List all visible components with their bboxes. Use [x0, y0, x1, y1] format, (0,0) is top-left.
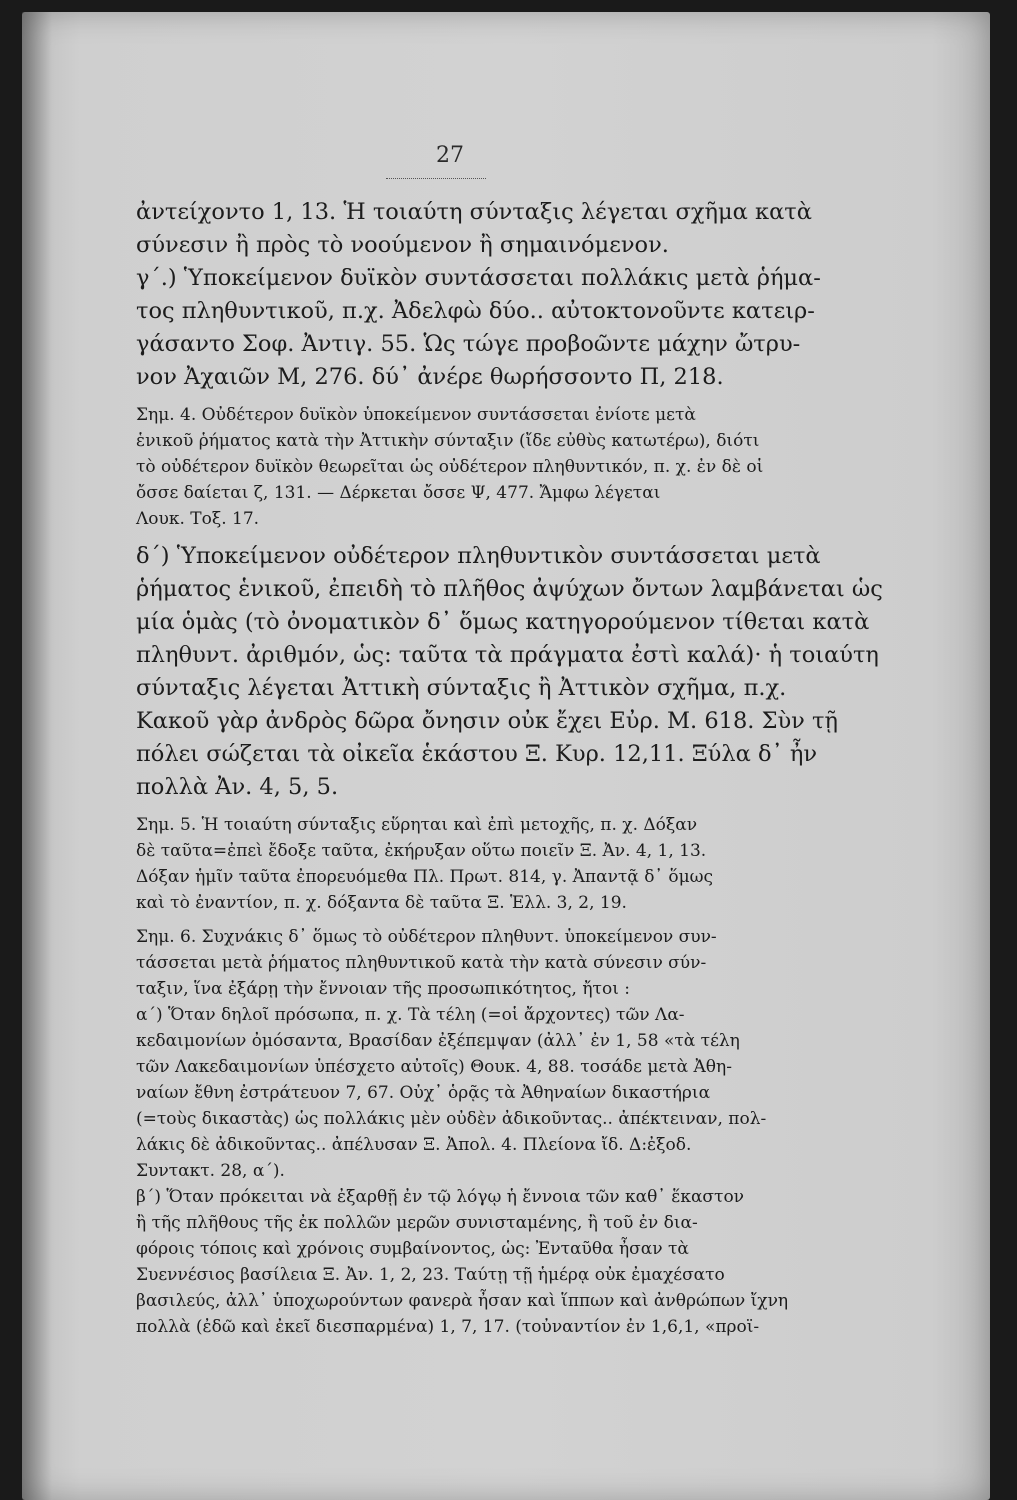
page-number-rule — [386, 178, 486, 179]
text-line: ἑνικοῦ ῥήματος κατὰ τὴν Ἀττικὴν σύνταξιν (ἴδε εὐθὺς κατωτέρω), διότι — [136, 431, 760, 451]
text-line: γ΄.) Ὑποκείμενον δυϊκὸν συντάσσεται πολλάκις μετὰ ῥήμα- — [136, 265, 821, 291]
text-line: (=τοὺς δικαστὰς) ὡς πολλάκις μὲν οὐδὲν ἀδικοῦντας.. ἀπέκτειναν, πολ- — [136, 1109, 767, 1129]
text-line: ἢ τῆς πλῆθους τῆς ἐκ πολλῶν μερῶν συνισταμένης, ἢ τοῦ ἐν δια- — [136, 1213, 698, 1233]
text-line: β΄) Ὅταν πρόκειται νὰ ἐξαρθῇ ἐν τῷ λόγῳ ἡ ἔννοια τῶν καθ᾽ ἕκαστον — [136, 1187, 745, 1207]
note-4 — [136, 402, 796, 532]
text-line: πολλὰ Ἀν. 4, 5, 5. — [136, 774, 339, 800]
paragraph-main-1 — [136, 196, 821, 394]
page-number: 27 — [436, 143, 464, 168]
text-line: τος πληθυντικοῦ, π.χ. Ἀδελφὼ δύο.. αὐτοκτονοῦντε κατειρ- — [136, 298, 815, 324]
text-line: γάσαντο Σοφ. Ἀντιγ. 55. Ὡς τώγε προβοῶντε μάχην ὤτρυ- — [136, 331, 801, 357]
text-line: λάκις δὲ ἀδικοῦντας.. ἀπέλυσαν Ξ. Ἀπολ. 4. Πλείονα ἴδ. Δ:ἐξοδ. — [136, 1135, 692, 1155]
text-line: φόροις τόποις καὶ χρόνοις συμβαίνοντος, ὡς: Ἐνταῦθα ἦσαν τὰ — [136, 1239, 689, 1259]
text-line: νον Ἀχαιῶν Μ, 276. δύ᾽ ἀνέρε θωρήσσοντο Π, 218. — [136, 364, 724, 390]
note-6 — [136, 924, 796, 1340]
text-line: καὶ τὸ ἐναντίον, π. χ. δόξαντα δὲ ταῦτα Ξ. Ἑλλ. 3, 2, 19. — [136, 893, 627, 913]
text-line: Σημ. 4. Οὐδέτερον δυϊκὸν ὑποκείμενον συντάσσεται ἐνίοτε μετὰ — [136, 405, 696, 425]
text-line: μία ὁμὰς (τὸ ὀνοματικὸν δ᾽ ὅμως κατηγορούμενον τίθεται κατὰ — [136, 609, 870, 635]
text-line: σύνεσιν ἢ πρὸς τὸ νοούμενον ἢ σημαινόμενον. — [136, 232, 669, 258]
text-line: Δόξαν ἡμῖν ταῦτα ἐπορευόμεθα Πλ. Πρωτ. 814, γ. Ἀπαντᾷ δ᾽ ὅμως — [136, 867, 713, 887]
text-line: κεδαιμονίων ὀμόσαντα, Βρασίδαν ἐξέπεμψαν (ἀλλ᾽ ἐν 1, 58 «τὰ τέλη — [136, 1031, 740, 1051]
text-line: δὲ ταῦτα=ἐπεὶ ἔδοξε ταῦτα, ἐκήρυξαν οὕτω ποιεῖν Ξ. Ἀν. 4, 1, 13. — [136, 841, 707, 861]
text-line: Συεννέσιος βασίλεια Ξ. Ἀν. 1, 2, 23. Ταύτῃ τῇ ἡμέρᾳ οὐκ ἐμαχέσατο — [136, 1265, 725, 1285]
text-line: τὸ οὐδέτερον δυϊκὸν θεωρεῖται ὡς οὐδέτερον πληθυντικόν, π. χ. ἐν δὲ οἱ — [136, 457, 764, 477]
text-line: βασιλεύς, ἀλλ᾽ ὑποχωρούντων φανερὰ ἦσαν καὶ ἵππων καὶ ἀνθρώπων ἴχνη — [136, 1291, 789, 1311]
text-line: ὄσσε δαίεται ζ, 131. — Δέρκεται ὄσσε Ψ, 477. Ἄμφω λέγεται — [136, 483, 661, 503]
text-line: πολλὰ (ἐδῶ καὶ ἐκεῖ διεσπαρμένα) 1, 7, 17. (τοὐναντίον ἐν 1,6,1, «προϊ- — [136, 1317, 760, 1337]
text-line: Σημ. 5. Ἡ τοιαύτη σύνταξις εὕρηται καὶ ἐπὶ μετοχῆς, π. χ. Δόξαν — [136, 815, 698, 835]
text-line: Λουκ. Τοξ. 17. — [136, 509, 260, 529]
text-line: δ΄) Ὑποκείμενον οὐδέτερον πληθυντικὸν συντάσσεται μετὰ — [136, 543, 821, 569]
note-5 — [136, 812, 796, 916]
text-line: ταξιν, ἵνα ἐξάρῃ τὴν ἔννοιαν τῆς προσωπικότητος, ἤτοι : — [136, 979, 630, 999]
page-body — [136, 196, 883, 1340]
text-line: Συντακτ. 28, α΄). — [136, 1161, 285, 1181]
text-line: σύνταξις λέγεται Ἀττικὴ σύνταξις ἢ Ἀττικὸν σχῆμα, π.χ. — [136, 675, 787, 701]
text-line: ῥήματος ἑνικοῦ, ἐπειδὴ τὸ πλῆθος ἀψύχων ὄντων λαμβάνεται ὡς — [136, 576, 883, 602]
text-line: α΄) Ὅταν δηλοῖ πρόσωπα, π. χ. Τὰ τέλη (=οἱ ἄρχοντες) τῶν Λα- — [136, 1005, 685, 1025]
text-line: πόλει σώζεται τὰ οἰκεῖα ἑκάστου Ξ. Κυρ. 12,11. Ξύλα δ᾽ ἦν — [136, 741, 818, 767]
text-line: τάσσεται μετὰ ῥήματος πληθυντικοῦ κατὰ τὴν κατὰ σύνεσιν σύν- — [136, 953, 707, 973]
text-line: πληθυντ. ἀριθμόν, ὡς: ταῦτα τὰ πράγματα ἐστὶ καλά)· ἡ τοιαύτη — [136, 642, 879, 668]
text-line: ἀντείχοντο 1, 13. Ἡ τοιαύτη σύνταξις λέγεται σχῆμα κατὰ — [136, 199, 812, 225]
page-binding-shadow — [22, 12, 52, 1500]
text-line: Σημ. 6. Συχνάκις δ᾽ ὅμως τὸ οὐδέτερον πληθυντ. ὑποκείμενον συν- — [136, 927, 717, 947]
text-line: ναίων ἔθνη ἐστράτευον 7, 67. Οὐχ᾽ ὁρᾷς τὰ Ἀθηναίων δικαστήρια — [136, 1083, 711, 1103]
text-line: τῶν Λακεδαιμονίων ὑπέσχετο αὐτοῖς) Θουκ. 4, 88. τοσάδε μετὰ Ἀθη- — [136, 1057, 732, 1077]
paragraph-main-2 — [136, 540, 883, 804]
text-line: Κακοῦ γὰρ ἀνδρὸς δῶρα ὄνησιν οὐκ ἔχει Εὐρ. Μ. 618. Σὺν τῇ — [136, 708, 838, 734]
